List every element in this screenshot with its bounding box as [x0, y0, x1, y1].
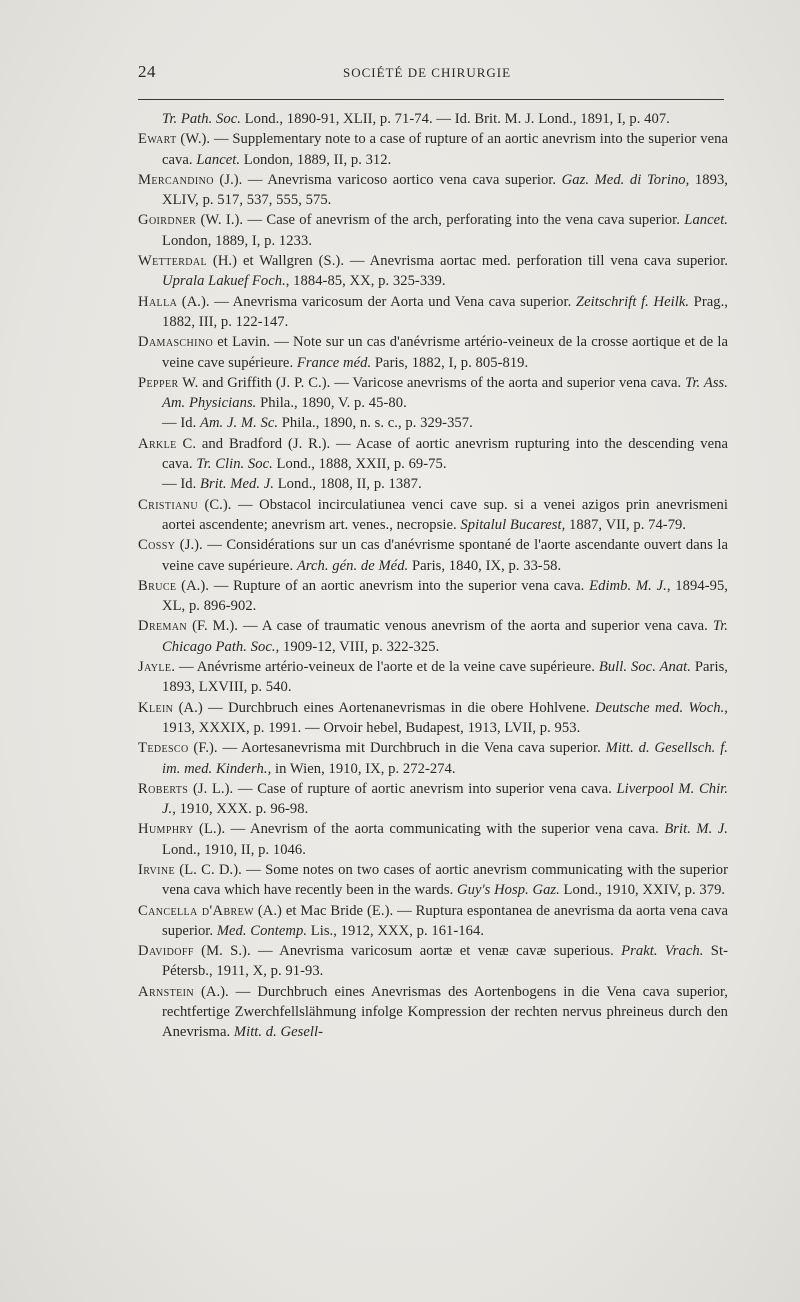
- bibliography-entry: [138, 434, 728, 475]
- entry-source: Lancet.: [684, 212, 728, 229]
- entry-source: Med. Contemp.: [216, 922, 308, 939]
- entry-author: Cossy: [138, 537, 176, 554]
- entry-source: France méd.: [296, 354, 372, 371]
- entry-author: Wetterdal: [138, 253, 208, 270]
- entry-title: (A.). — Durchbruch eines Anevrismas des Aortenbogens in die Vena cava superior, rechtfertige Zwerchfellslähmung infolge Kompression der rechten nervus phreineus durch den Anevrisma.: [162, 983, 728, 1041]
- entry-title: C. and Bradford (J. R.). — Acase of aortic anevrism rupturing into the descending vena cava.: [162, 435, 728, 473]
- entry-author: Klein: [138, 699, 174, 716]
- entry-title: (J.). — Considérations sur un cas d'anévrisme spontané de l'aorte ascendante ouvert dans la veine cave supérieure.: [162, 537, 728, 574]
- entry-title: (M. S.). — Anevrisma varicosum aortæ et venæ cavæ superious.: [193, 943, 622, 960]
- entry-details: 1893, XLIV, p. 517, 537, 555, 575.: [162, 171, 728, 209]
- bibliography-entry: [138, 373, 728, 414]
- entry-author: Jayle: [138, 659, 172, 676]
- page-header: [138, 62, 728, 82]
- entry-details: , in Wien, 1910, IX, p. 272-274.: [267, 760, 456, 777]
- entry-source: Guy's Hosp. Gaz.: [457, 882, 560, 899]
- entry-title: (J.). — Anevrisma varicoso aortico vena cava superior.: [213, 171, 562, 188]
- entry-author: Mercandino: [138, 171, 214, 188]
- entry-author: Cancella d'Abrew: [138, 902, 254, 919]
- entry-author: Pepper: [138, 374, 179, 391]
- entry-author: Cristianu: [138, 496, 198, 513]
- entry-author: Davidoff: [138, 943, 194, 960]
- entry-details: Lis., 1912, XXX, p. 161-164.: [307, 922, 485, 939]
- bibliography-entry: [138, 413, 728, 433]
- entry-title: (A.). — Rupture of an aortic anevrism into the superior vena cava.: [176, 577, 590, 594]
- entry-details: , 1909-12, VIII, p. 322-325.: [275, 638, 440, 655]
- entry-author: Arkle: [138, 435, 177, 452]
- entry-details: , 1894-95, XL, p. 896-902.: [162, 577, 728, 615]
- entry-title: (A.) — Durchbruch eines Aortenanevrismas in die obere Hohlvene.: [173, 699, 595, 716]
- entry-title: — Id.: [162, 476, 200, 493]
- entry-source: Deutsche med. Woch.: [594, 699, 725, 716]
- bibliography-entry: [138, 901, 728, 942]
- bibliography-entry: [138, 474, 728, 494]
- entry-source: Bull. Soc. Anat.: [598, 659, 691, 676]
- entry-author: Dreman: [138, 618, 188, 635]
- entry-details: Lond., 1910, XXIV, p. 379.: [559, 882, 726, 899]
- entry-title: W. and Griffith (J. P. C.). — Varicose anevrisms of the aorta and superior vena cava.: [178, 374, 686, 391]
- entry-details: Lond., 1890-91, XLII, p. 71-74. — Id. Brit. M. J. Lond., 1891, I, p. 407.: [240, 111, 670, 127]
- bibliography-entry: [138, 170, 728, 211]
- entry-title: (W. I.). — Case of anevrism of the arch, perforating into the vena cava superior.: [196, 212, 685, 229]
- entry-author: Goirdner: [138, 212, 197, 229]
- entry-title: (J. L.). — Case of rupture of aortic anevrism into superior vena cava.: [188, 780, 617, 797]
- entry-author: Tedesco: [138, 740, 189, 757]
- entry-title: (W.). — Supplementary note to a case of rupture of an aortic anevrism into the superior vena cava.: [162, 131, 728, 168]
- entry-source: Tr. Chicago Path. Soc.: [162, 618, 728, 655]
- entry-source: Uprala Lakuef Foch.: [162, 273, 286, 290]
- bibliography-entry: [138, 657, 728, 698]
- entry-details: Paris, 1893, LXVIII, p. 540.: [162, 659, 729, 696]
- running-head: SOCIÉTÉ DE CHIRURGIE: [343, 65, 512, 80]
- bibliography-entry: [138, 495, 728, 536]
- entry-source: Tr. Path. Soc.: [162, 111, 241, 127]
- entry-details: Prag., 1882, III, p. 122-147.: [162, 293, 729, 330]
- bibliography-entry: [138, 616, 728, 657]
- entry-author: Bruce: [138, 577, 177, 594]
- bibliography-entry: [138, 738, 728, 779]
- entry-source: Brit. Med. J.: [200, 476, 275, 493]
- entry-source: Arch. gén. de Méd.: [296, 557, 409, 574]
- entry-title: (A.) et Mac Bride (E.). — Ruptura espontanea de anevrisma da aorta vena cava superior.: [162, 902, 728, 939]
- bibliography-entry: [138, 129, 728, 170]
- entry-details: Paris, 1882, I, p. 805-819.: [371, 354, 529, 371]
- bibliography-entry: [138, 109, 728, 129]
- entry-source: Tr. Ass. Am. Physicians.: [162, 374, 728, 412]
- entry-source: Spitalul Bucarest,: [460, 516, 566, 533]
- entry-source: Liverpool M. Chir. J.: [162, 780, 728, 818]
- entry-author: Ewart: [138, 131, 177, 148]
- bibliography-entry: [138, 251, 728, 292]
- entry-source: Am. J. M. Sc.: [200, 415, 279, 432]
- entry-title: . — Anévrisme artério-veineux de l'aorte et de la veine cave supérieure.: [171, 659, 599, 676]
- page-number: 24: [138, 62, 156, 81]
- bibliography-entry: [138, 292, 728, 333]
- bibliography-entry: [138, 982, 728, 1043]
- entry-author: Roberts: [138, 780, 189, 797]
- entry-source: Lancet.: [196, 151, 241, 168]
- entry-details: Lond., 1910, II, p. 1046.: [162, 841, 306, 858]
- entry-source: Brit. M. J.: [664, 821, 728, 838]
- bibliography: [138, 109, 728, 1043]
- entry-title: (F.). — Aortesanevrisma mit Durchbruch in die Vena cava superior.: [188, 740, 606, 757]
- bibliography-entry: [138, 860, 728, 901]
- entry-title: (H.) et Wallgren (S.). — Anevrisma aortac med. perforation till vena cava superior.: [207, 253, 728, 270]
- entry-author: Irvine: [138, 861, 176, 878]
- entry-source: Gaz. Med. di Torino,: [561, 171, 690, 188]
- entry-author: Humphry: [138, 821, 194, 838]
- entry-title: (C.). — Obstacol incirculatiunea venci cave sup. si a venei azigos prin anevrismeni aortei ascendente; anevrism art. venes., necropsie.: [162, 496, 728, 533]
- entry-details: Phila., 1890, V. p. 45-80.: [256, 395, 407, 412]
- bibliography-entry: [138, 535, 728, 576]
- entry-author: Damaschino: [138, 334, 214, 351]
- entry-details: Phila., 1890, n. s. c., p. 329-357.: [278, 415, 473, 432]
- entry-details: , 1913, XXXIX, p. 1991. — Orvoir hebel, Budapest, 1913, LVII, p. 953.: [162, 699, 728, 736]
- bibliography-entry: [138, 779, 728, 820]
- entry-details: 1887, VII, p. 74-79.: [565, 516, 687, 533]
- entry-title: (F. M.). — A case of traumatic venous anevrism of the aorta and superior vena cava.: [187, 618, 713, 635]
- bibliography-entry: [138, 210, 728, 251]
- entry-details: Lond., 1808, II, p. 1387.: [274, 476, 422, 493]
- entry-details: London, 1889, II, p. 312.: [240, 151, 392, 168]
- entry-author: Halla: [138, 293, 178, 310]
- bibliography-entry: [138, 698, 728, 739]
- entry-title: (L. C. D.). — Some notes on two cases of aortic anevrism communicating with the superior vena cava which have recently been in the wards.: [162, 861, 728, 899]
- entry-title: et Lavin. — Note sur un cas d'anévrisme artério-veineux de la crosse aortique et de la veine cave supérieure.: [162, 334, 728, 371]
- entry-details: St-Pétersb., 1911, X, p. 91-93.: [162, 943, 728, 980]
- entry-details: Lond., 1888, XXII, p. 69-75.: [272, 456, 447, 473]
- entry-details: Paris, 1840, IX, p. 33-58.: [408, 557, 562, 574]
- bibliography-entry: [138, 941, 728, 982]
- entry-source: Prakt. Vrach.: [621, 943, 704, 960]
- entry-source: Zeitschrift f. Heilk.: [575, 293, 690, 310]
- entry-details: , 1910, XXX. p. 96-98.: [172, 801, 309, 818]
- entry-source: Mitt. d. Gesell-: [233, 1024, 324, 1041]
- bibliography-entry: [138, 332, 728, 373]
- bibliography-entry: [138, 819, 728, 860]
- entry-title: — Id.: [162, 415, 200, 432]
- entry-source: Mitt. d. Gesellsch. f. im. med. Kinderh.: [162, 740, 728, 777]
- entry-source: Tr. Clin. Soc.: [196, 456, 273, 473]
- entry-author: Arnstein: [138, 983, 194, 1000]
- entry-title: (L.). — Anevrism of the aorta communicating with the superior vena cava.: [193, 821, 665, 838]
- entry-title: (A.). — Anevrisma varicosum der Aorta und Vena cava superior.: [177, 293, 576, 310]
- entry-details: London, 1889, I, p. 1233.: [162, 232, 313, 249]
- header-rule: [138, 99, 724, 100]
- bibliography-entry: [138, 576, 728, 617]
- entry-source: Edimb. M. J.: [589, 577, 667, 594]
- entry-details: , 1884-85, XX, p. 325-339.: [285, 273, 446, 290]
